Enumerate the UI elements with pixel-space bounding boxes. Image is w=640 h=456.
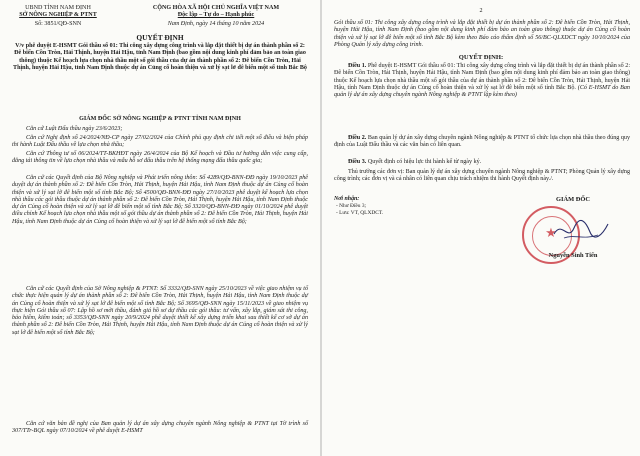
national-heading bbox=[118, 5, 314, 20]
document-number: Số: 3851/QĐ-SNN bbox=[34, 21, 82, 27]
closing-paragraph: Thủ trưởng các đơn vị: Ban quản lý dự án xây dựng chuyên ngành Nông nghiệp & PTNT; Phòng Quản lý xây dựng công trình; các đơn vị và cá nhân có liên quan chịu trách nhiệm thi hành Quyết định này./. bbox=[334, 169, 630, 183]
article-3-label: Điều 3. bbox=[348, 159, 367, 165]
legal-basis-4: Căn cứ các Quyết định của Bộ Nông nghiệp và Phát triển nông thôn: Số 4289/QĐ-BNN-ĐĐ ngày 19/10/2023 phê duyệt dự án thành phần số 2: Đê biển Cồn Tròn, Hải Thịnh, huyện Hải Hậu, tỉnh Nam Định thuộc dự án Củng cố hoàn thiện và xử lý sạt lở đê biển một số tỉnh Bắc Bộ; Số 4500/QĐ-BNN-ĐĐ ngày 27/10/2023 phê duyệt kế hoạch lựa chọn nhà thầu các gói thầu thuộc dự án thành phần số 2: Đê biển Cồn Tròn, Hải Thịnh, huyện Hải Hậu, tỉnh Nam Định thuộc dự án Củng cố hoàn thiện và xử lý sạt lở đê biển một số tỉnh Bắc Bộ; Số 3320/QĐ-BNN-ĐĐ ngày 01/10/2024 phê duyệt điều chỉnh Kế hoạch lựa chọn nhà thầu một số gói thầu dự án thành phần số 2: Đê biển Cồn Tròn, Hải Thịnh, huyện Hải Hậu, tỉnh Nam Định thuộc dự án Củng cố hoàn thiện và xử lý sạt lở đê biển một số tỉnh Bắc Bộ; bbox=[12, 175, 308, 225]
handwritten-signature-icon bbox=[550, 216, 610, 244]
article-1-label: Điều 1. bbox=[348, 63, 367, 69]
page-number: 2 bbox=[479, 8, 483, 14]
article-3 bbox=[334, 159, 630, 166]
province-committee: UBND TỈNH NAM ĐỊNH bbox=[25, 5, 91, 11]
article-2-label: Điều 2. bbox=[348, 135, 367, 141]
legal-basis-2: Căn cứ Nghị định số 24/2024/NĐ-CP ngày 27/02/2024 của Chính phủ quy định chi tiết một số điều và biện pháp thi hành Luật Đấu thầu về lựa chọn nhà thầu; bbox=[12, 135, 308, 149]
department-name: SỞ NÔNG NGHIỆP & PTNT bbox=[19, 12, 97, 19]
verdict-heading: QUYẾT ĐỊNH: bbox=[458, 54, 504, 61]
recipient-item: - Như Điều 3; bbox=[336, 203, 367, 210]
decision-title: QUYẾT ĐỊNH bbox=[136, 33, 184, 42]
continued-paragraph: Gói thầu số 01: Thi công xây dựng công trình và lắp đặt thiết bị dự án thành phần số 2: Đê biển Cồn Tròn, Hải Thịnh, huyện Hải Hậu, tỉnh Nam Định (bao gồm nội dung kinh phí đảm bảo an toàn giao thông) thuộc dự án Củng cố hoàn thiện và xử lý sạt lở đê biển một số tỉnh Bắc Bộ kèm theo Báo cáo thẩm định số 56/BC-QLXDCT ngày 10/10/2024 của Phòng Quản lý xây dựng công trình. bbox=[334, 20, 630, 48]
article-2-text: Ban quản lý dự án xây dựng chuyên ngành Nông nghiệp & PTNT tổ chức lựa chọn nhà thầu theo đúng quy định của Luật Đấu thầu và các văn bản có liên quan. bbox=[334, 135, 631, 149]
issuing-authority bbox=[8, 5, 108, 20]
legal-basis-5: Căn cứ các Quyết định của Sở Nông nghiệp & PTNT: Số 3332/QĐ-SNN ngày 25/10/2023 về việc giao nhiệm vụ tổ chức thực hiện quản lý dự án thành phần số 2: Đê biển Cồn Tròn, Hải Thịnh, huyện Hải Hậu, tỉnh Nam Định thuộc dự án Củng cố hoàn thiện và xử lý sạt lở đê biển một số tỉnh Bắc Bộ; Số 3695/QĐ-SNN ngày 15/11/2023 về giao nhiệm vụ thực hiện Gói thầu số 07: Lập hồ sơ mời thầu, đánh giá hồ sơ dự thầu các gói thầu: tư vấn, xây lắp, giám sát thi công, bảo hiểm, kiểm toán; số 3353/QĐ-SNN ngày 20/9/2024 phê duyệt thiết kế xây dựng triển khai sau thiết kế cơ sở dự án thành phần số 2: Đê biển Cồn Tròn, Hải Thịnh, huyện Hải Hậu, tỉnh Nam Định thuộc dự án Củng cố hoàn thiện và xử lý sạt lở đê biển một số tỉnh Bắc Bộ; bbox=[12, 286, 308, 336]
place-date: Nam Định, ngày 14 tháng 10 năm 2024 bbox=[167, 21, 265, 27]
issuing-authority-title: GIÁM ĐỐC SỞ NÔNG NGHIỆP & PTNT TỈNH NAM ĐỊNH bbox=[79, 116, 241, 122]
article-1-text: Phê duyệt E-HSMT Gói thầu số 01: Thi công xây dựng công trình và lắp đặt thiết bị dự án thành phần số 2: Đê biển Cồn Tròn, Hải Thịnh, huyện Hải Hậu, tỉnh Nam Định (bao gồm nội dung kinh phí đảm bảo an toàn giao thông) thuộc Kế hoạch lựa chọn nhà thầu một số gói thầu của dự án thành phần số 2: Đê biển Cồn Tròn, Hải Thịnh, huyện Hải Hậu, tỉnh Nam Định thuộc dự án Củng cố hoàn thiện và xử lý sạt lở đê biển một số tỉnh Bắc Bộ. bbox=[334, 63, 631, 91]
signer-name: Nguyễn Sinh Tiến bbox=[548, 252, 598, 259]
recipient-item: - Lưu: VT, QLXDCT. bbox=[336, 209, 384, 216]
legal-basis-3: Căn cứ Thông tư số 06/2024/TT-BKHĐT ngày 26/4/2024 của Bộ Kế hoạch và Đầu tư hướng dẫn việc cung cấp, đăng tải thông tin về lựa chọn nhà thầu và mẫu hồ sơ đấu thầu trên hệ thống mạng đấu thầu quốc gia; bbox=[12, 151, 308, 165]
official-seal-icon: ★ bbox=[522, 206, 580, 264]
article-3-text: Quyết định có hiệu lực thi hành kể từ ngày ký. bbox=[367, 159, 482, 165]
legal-basis-1: Căn cứ Luật Đấu thầu ngày 23/6/2023; bbox=[26, 126, 123, 132]
article-1-note: (Có E-HSMT do Ban quản lý dự án xây dựng chuyên ngành Nông nghiệp & PTNT lập kèm theo) bbox=[334, 84, 630, 99]
signer-title: GIÁM ĐỐC bbox=[556, 196, 590, 203]
recipients-block bbox=[334, 196, 454, 216]
document-page-2 bbox=[322, 0, 640, 456]
national-motto: Độc lập – Tự do – Hạnh phúc bbox=[177, 12, 255, 19]
recipients-label: Nơi nhận: bbox=[334, 196, 360, 202]
legal-basis-6: Căn cứ văn bản đề nghị của Ban quản lý dự án xây dựng chuyên ngành Nông nghiệp & PTNT tại Tờ trình số 307/TTr-BQL ngày 07/10/2024 về phê duyệt E-HSMT bbox=[12, 421, 308, 435]
decision-subject: V/v phê duyệt E-HSMT Gói thầu số 01: Thi công xây dựng công trình và lắp đặt thiết bị dự án thành phần số 2: Đê biển Cồn Tròn, Hải Thịnh, huyện Hải Hậu, tỉnh Nam Định (bao gồm nội dung kinh phí đảm bảo an toàn giao thông) thuộc Kế hoạch lựa chọn nhà thầu một số gói thầu của dự án thành phần số 2: Đê biển Cồn Tròn, Hải Thịnh, huyện Hải Hậu, tỉnh Nam Định thuộc dự án Củng cố hoàn thiện và xử lý sạt lở đê biển một số tỉnh Bắc Bộ bbox=[13, 43, 307, 71]
article-1 bbox=[334, 63, 630, 99]
article-2 bbox=[334, 135, 630, 150]
nation-name: CỘNG HÒA XÃ HỘI CHỦ NGHĨA VIỆT NAM bbox=[152, 5, 280, 11]
